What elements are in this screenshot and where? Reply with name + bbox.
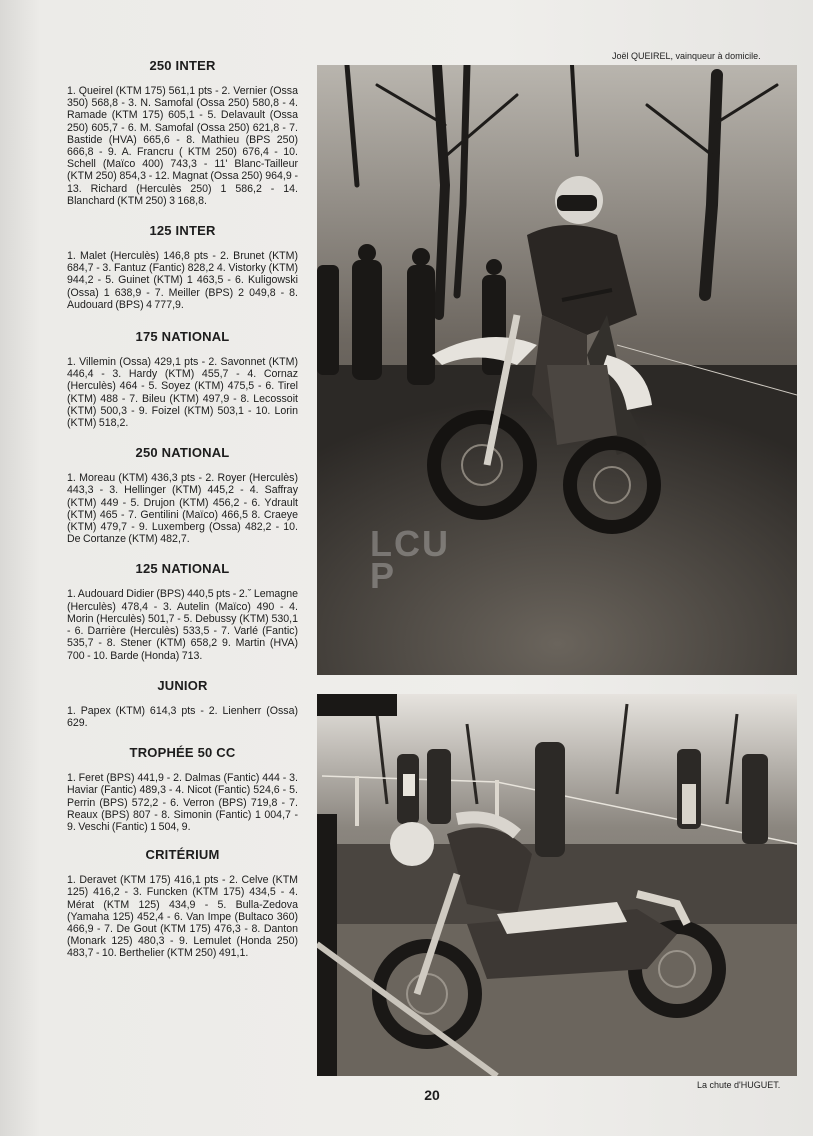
section-title: CRITÉRIUM [145,847,220,863]
section-175-national [67,329,298,429]
section-results: 1. Malet (Herculès) 146,8 pts - 2. Brunet (KTM) 684,7 - 3. Fantuz (Fantic) 828,2 4. Vistorky (KTM) 944,2 - 5. Guinet (KTM) 1 463,5 - 6. Kuligowski (Ossa) 1 638,9 - 7. Meiller (BPS) 2 049,8 - 8. Audouard (BPS) 4 777,9. [67,250,298,311]
section-title: TROPHÉE 50 CC [129,745,236,761]
section-results: 1. Feret (BPS) 441,9 - 2. Dalmas (Fantic) 444 - 3. Haviar (Fantic) 489,3 - 4. Nicot (Fantic) 524,6 - 5. Perrin (BPS) 572,2 - 6. Verron (BPS) 719,8 - 7. Reaux (BPS) 807 - 8. Simonin (Fantic) 1 004,7 - 9. Veschi (Fantic) 1 504, 9. [67,772,298,833]
bottom-photo [317,694,797,1076]
section-criterium [67,847,298,959]
section-title: 125 INTER [149,223,216,239]
section-results: 1. Papex (KTM) 614,3 pts - 2. Lienherr (Ossa) 629. [67,704,298,729]
section-trophee-50cc [67,745,298,833]
results-column [67,58,298,960]
section-results: 1. Audouard Didier (BPS) 440,5 pts - 2.ˇ Lemagne (Herculès) 478,4 - 3. Autelin (Maïco) 490 - 4. Morin (Herculès) 501,7 - 5. Debussy (KTM) 530,1 - 6. Darrière (Herculès) 533,5 - 7. Varlé (Fantic) 535,7 - 8. Stener (KTM) 658,2 9. Martin (HVA) 700 - 10. Barde (Honda) 713. [67,588,298,662]
bottom-photo-caption: La chute d'HUGUET. [697,1080,781,1090]
section-title: 125 NATIONAL [135,561,230,577]
section-results: 1. Villemin (Ossa) 429,1 pts - 2. Savonnet (KTM) 446,4 - 3. Hardy (KTM) 455,7 - 4. Cornaz (Herculès) 464 - 5. Soyez (KTM) 475,5 - 6. Tirel (KTM) 488 - 7. Bileu (KTM) 497,9 - 8. Lecossoit (KTM) 500,3 - 9. Foizel (KTM) 503,1 - 10. Lorin (KTM) 518,2. [67,356,298,430]
section-title: 250 INTER [149,58,216,73]
section-results: 1. Queirel (KTM 175) 561,1 pts - 2. Vernier (Ossa 350) 568,8 - 3. N. Samofal (Ossa 250) 580,8 - 4. Ramade (KTM 175) 605,1 - 5. Delavault (Ossa 250) 605,7 - 6. M. Samofal (Ossa 250) 621,8 - 7. Bastide (HVA) 665,6 - 8. Mathieu (BPS 250) 666,8 - 9. A. Francru ( KTM 250) 676,4 - 10. Schell (Maïco 400) 743,3 - 11' Blanc-Tailleur (KTM 250) 854,3 - 12. Magnat (Ossa 250) 964,9 - 13. Richard (Herculès 250) 1 586,2 - 14. Blanchard (KTM 250) 3 168,8. [67,85,298,207]
section-125-inter [67,223,298,311]
section-results: 1. Deravet (KTM 175) 416,1 pts - 2. Celve (KTM 125) 416,2 - 3. Funcken (KTM 175) 434,5 - 4. Mérat (KTM 125) 434,9 - 5. Bulla-Zedova (Yamaha 125) 452,4 - 6. Van Impe (Bultaco 360) 466,9 - 7. De Gout (KTM 175) 476,3 - 8. Danton (Monark 125) 480,3 - 9. Lemulet (Honda 250) 483,7 - 10. Berthelier (KTM 250) 491,1. [67,874,298,960]
section-title: JUNIOR [157,677,208,693]
top-photo-caption: Joël QUEIREL, vainqueur à domicile. [612,51,761,61]
section-125-national [67,561,298,661]
page-number: 20 [424,1087,440,1103]
watermark-logo: LCUP [370,523,450,596]
section-title: 250 NATIONAL [135,445,230,461]
section-250-national [67,445,298,545]
section-results: 1. Moreau (KTM) 436,3 pts - 2. Royer (Herculès) 443,3 - 3. Hellinger (KTM) 445,2 - 4. Saffray (KTM) 449 - 5. Drujon (KTM) 456,2 - 6. Ydrault (KTM) 465 - 7. Gentilini (Maïco) 466,5 8. Craeye (KTM) 479,7 - 9. Luxemberg (Ossa) 482,2 - 10. De Cortanze (KTM) 482,7. [67,472,298,546]
section-title: 175 NATIONAL [135,329,230,345]
section-250-inter [67,58,298,207]
section-junior [67,678,298,729]
